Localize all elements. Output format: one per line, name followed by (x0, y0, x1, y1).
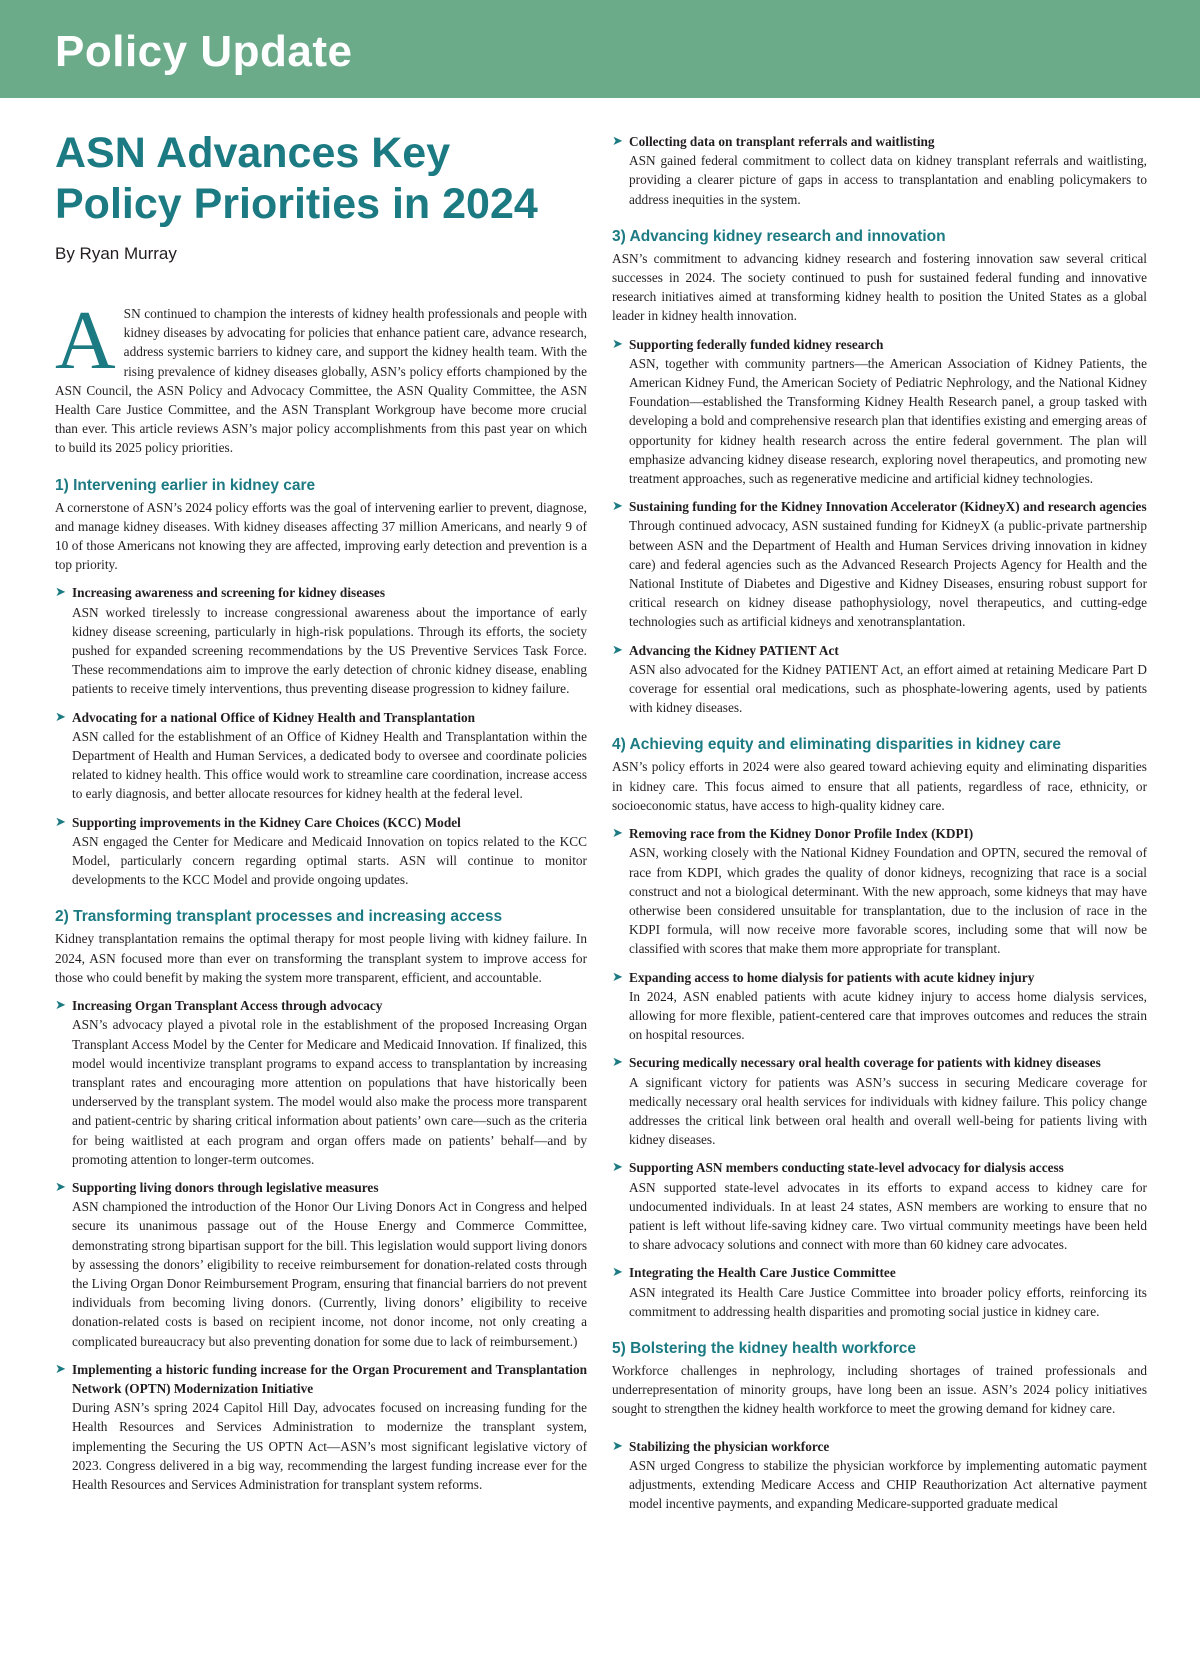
policy-item (55, 708, 587, 804)
drop-cap: A (55, 294, 116, 387)
policy-item (612, 1053, 1147, 1149)
policy-item-body: ASN championed the introduction of the Honor Our Living Donors Act in Congress and helped secure its unanimous passage out of the House Energy and Commerce Committee, demonstrating strong bipartisan support for the bill. This legislation would support living donors by assessing the donors’ eligibility to receive reimbursement for donation-related costs through the Living Organ Donor Reimbursement Program, ensuring that financial barriers do not prevent individuals from becoming living donors. (Currently, living donors’ eligibility to receive donation-related costs is based on recipient income, not donor income, not only creating a complicated bureaucracy but also preventing donation for some due to lack of reimbursement.) (72, 1199, 587, 1349)
arrow-bullet-icon: ➤ (612, 1055, 623, 1071)
policy-item (55, 1178, 587, 1351)
section-lead: A cornerstone of ASN’s 2024 policy efforts was the goal of intervening earlier to prevent, diagnose, and manage kidney diseases. With kidney diseases affecting 37 million Americans, and nearly 9 of 10 of those Americans not knowing they are affected, improving early detection and prevention is a top priority. (55, 499, 587, 573)
section-heading: 5) Bolstering the kidney health workforce (612, 1339, 917, 1357)
arrow-bullet-icon: ➤ (612, 1438, 623, 1454)
policy-item (55, 583, 587, 698)
banner-title: Policy Update (55, 27, 353, 76)
arrow-bullet-icon: ➤ (55, 1179, 66, 1195)
article-title (55, 128, 587, 230)
policy-item (612, 1263, 1147, 1321)
arrow-bullet-icon: ➤ (612, 499, 623, 515)
policy-item (612, 132, 1147, 209)
policy-item-title: ➤ Integrating the Health Care Justice Committee (612, 1263, 1147, 1282)
arrow-bullet-icon: ➤ (612, 1160, 623, 1176)
arrow-bullet-icon: ➤ (612, 336, 623, 352)
left-column (55, 128, 587, 1494)
intro-paragraph (55, 294, 587, 458)
byline: By Ryan Murray (55, 244, 177, 263)
policy-item-title: ➤ Increasing Organ Transplant Access through advocacy (55, 996, 587, 1015)
arrow-bullet-icon: ➤ (612, 134, 623, 149)
arrow-bullet-icon: ➤ (612, 1265, 623, 1281)
policy-item (612, 824, 1147, 958)
policy-item-title: ➤ Removing race from the Kidney Donor Profile Index (KDPI) (612, 824, 1147, 843)
policy-item (612, 641, 1147, 718)
page-banner (0, 0, 1200, 98)
arrow-bullet-icon: ➤ (55, 998, 66, 1014)
section-lead: Kidney transplantation remains the optimal therapy for most people living with kidney failure. In 2024, ASN focused more than ever on transforming the transplant system to improve access for those who could benefit by making the system more transparent, efficient, and accountable. (55, 931, 587, 985)
policy-item (55, 1360, 587, 1494)
policy-item-body: ASN supported state-level advocates in its efforts to expand access to kidney care for undocumented individuals. In at least 24 states, ASN members are working to ensure that no patient is left without life-saving kidney care. Two virtual community meetings have been held to share advocacy solutions and connect with more than 60 kidney care advocates. (629, 1179, 1147, 1253)
section-heading: 3) Advancing kidney research and innovation (612, 227, 946, 245)
policy-item-title: ➤ Supporting living donors through legislative measures (55, 1178, 587, 1197)
arrow-bullet-icon: ➤ (612, 826, 623, 842)
policy-item-title: ➤ Supporting federally funded kidney research (612, 335, 1147, 354)
policy-item-body: ASN’s advocacy played a pivotal role in the establishment of the proposed Increasing Organ Transplant Access Model by the Center for Medicare and Medicaid Innovation. If finalized, this model would incentivize transplant programs to expand access to transplantation by increasing transplant rates and encouraging more attention on populations that have historically been underserved by the transplant system. The model would also make the process more transparent and patient-centric by sharing critical information about patients’ own care—such as the criteria for being waitlisted at each program and organ offers made on patients’ behalf—and by promoting attention to longer-term outcomes. (72, 1017, 587, 1167)
policy-item-body: ASN also advocated for the Kidney PATIENT Act, an effort aimed at retaining Medicare Part D coverage for essential oral medications, such as phosphate-lowering agents, used by patients with kidney diseases. (629, 661, 1147, 716)
section-lead: ASN’s commitment to advancing kidney research and fostering innovation saw several critical successes in 2024. The society continued to push for sustained federal funding and innovative research initiatives aimed at transforming kidney health to position the United States as a global leader in kidney health innovation. (612, 250, 1147, 324)
policy-item-body: ASN called for the establishment of an Office of Kidney Health and Transplantation within the Department of Health and Human Services, a dedicated body to oversee and coordinate policies related to kidney health. This office would work to streamline care coordination, increase access to early diagnosis, and better allocate resources for kidney health at the federal level. (72, 728, 587, 802)
policy-item-title: ➤ Securing medically necessary oral health coverage for patients with kidney diseases (612, 1053, 1147, 1072)
policy-item-body: In 2024, ASN enabled patients with acute kidney injury to access home dialysis services, allowing for more flexible, patient-centered care that improves outcomes and reduces the strain on hospital resources. (629, 988, 1147, 1043)
policy-item-body: ASN worked tirelessly to increase congressional awareness about the importance of early kidney disease screening, particularly in high-risk populations. Through its efforts, the society pushed for expanded screening recommendations by the US Preventive Services Task Force. These recommendations aim to improve the early detection of chronic kidney disease, enabling patients to receive timely interventions, thus preventing disease progression to kidney failure. (72, 604, 587, 697)
policy-item-body: ASN, working closely with the National Kidney Foundation and OPTN, secured the removal of race from KDPI, which grades the quality of donor kidneys, recognizing that race is a social construct and not a biological determinant. With the new approach, some kidneys that may have otherwise been considered unsuitable for transplantation, due to the inclusion of race in the KDPI formula, will now receive more favorable scores, including some that will now be classified with scores that make them more appropriate for transplant. (629, 845, 1147, 957)
policy-item-body: ASN urged Congress to stabilize the physician workforce by implementing automatic payment adjustments, extending Medicare Access and CHIP Reauthorization Act alternative payment model incentive payments, and expanding Medicare-supported graduate medical (629, 1457, 1147, 1512)
arrow-bullet-icon: ➤ (55, 1361, 66, 1377)
policy-item (55, 996, 587, 1169)
policy-item-title: ➤ Advancing the Kidney PATIENT Act (612, 641, 1147, 660)
section-heading: 1) Intervening earlier in kidney care (55, 476, 316, 494)
policy-item-title: ➤ Supporting ASN members conducting state-level advocacy for dialysis access (612, 1158, 1147, 1177)
policy-item-body: Through continued advocacy, ASN sustained funding for KidneyX (a public-private partnership between ASN and the Department of Health and Human Services driving innovation in kidney care) and federal agencies such as the Advanced Research Projects Agency for Health and the National Institute of Diabetes and Digestive and Kidney Diseases, ensuring robust support for critical research on kidney disease pathophysiology, novel therapeutics, and cutting-edge technologies such as artificial kidneys and xenotransplantation. (629, 518, 1147, 630)
policy-item-title: ➤ Advocating for a national Office of Kidney Health and Transplantation (55, 708, 587, 727)
policy-item-title: ➤ Supporting improvements in the Kidney Care Choices (KCC) Model (55, 813, 587, 832)
policy-item-title: ➤ Implementing a historic funding increase for the Organ Procurement and Transplantation Network (OPTN) Modernization Initiative (55, 1361, 587, 1396)
policy-item (612, 968, 1147, 1045)
policy-item (55, 813, 587, 890)
policy-item-body: A significant victory for patients was ASN’s success in securing Medicare coverage for medically necessary oral health services for individuals with kidney failure. This policy change addresses the critical link between oral health and overall well-being for patients living with kidney diseases. (629, 1074, 1147, 1148)
arrow-bullet-icon: ➤ (55, 814, 66, 830)
policy-item (612, 335, 1147, 489)
policy-item (612, 497, 1147, 631)
article-title-line-1: ASN Advances Key (55, 129, 451, 177)
section-heading: 2) Transforming transplant processes and increasing access (55, 908, 503, 926)
policy-item-body: ASN gained federal commitment to collect data on kidney transplant referrals and waitlisting, providing a clearer picture of gaps in access to transplantation and enabling policymakers to address inequities in the system. (629, 153, 1147, 207)
intro-text: SN continued to champion the interests of kidney health professionals and people with kidney diseases by advocating for policies that enhance patient care, advance research, address systemic barriers to kidney care, and support the kidney health team. With the rising prevalence of kidney diseases globally, ASN’s policy efforts championed by the ASN Council, the ASN Policy and Advocacy Committee, the ASN Quality Committee, the ASN Health Care Justice Committee, and the ASN Transplant Workgroup have become more crucial than ever. This article reviews ASN’s major policy accomplishments from this past year on which to build its 2025 policy priorities. (55, 306, 587, 456)
policy-item-body: ASN engaged the Center for Medicare and Medicaid Innovation on topics related to the KCC Model, particularly concern regarding optimal starts. ASN will continue to monitor developments to the KCC Model and provide ongoing updates. (72, 833, 587, 888)
arrow-bullet-icon: ➤ (55, 709, 66, 725)
policy-item-title: ➤ Stabilizing the physician workforce (612, 1437, 1147, 1456)
right-column (612, 132, 1147, 1513)
policy-item-title: ➤ Expanding access to home dialysis for patients with acute kidney injury (612, 968, 1147, 987)
policy-item-title: ➤ Sustaining funding for the Kidney Innovation Accelerator (KidneyX) and research agencies (612, 497, 1147, 516)
arrow-bullet-icon: ➤ (612, 642, 623, 658)
policy-item-body: ASN, together with community partners—the American Association of Kidney Patients, the American Kidney Fund, the American Society of Pediatric Nephrology, and the National Kidney Foundation—established the Transforming Kidney Health Research panel, a group tasked with developing a bold and comprehensive research plan that identifies existing and emerging areas of opportunity for kidney health research across the entire federal government. The plan will emphasize advancing kidney disease research, exploring novel therapeutics, and promoting new treatment approaches, such as regenerative medicine and artificial kidney technologies. (629, 355, 1147, 487)
policy-item (612, 1158, 1147, 1254)
arrow-bullet-icon: ➤ (612, 969, 623, 985)
policy-item-body: ASN integrated its Health Care Justice Committee into broader policy efforts, reinforcing its commitment to addressing health disparities and promoting social justice in kidney care. (629, 1284, 1147, 1319)
policy-item-body: During ASN’s spring 2024 Capitol Hill Day, advocates focused on increasing funding for the Health Resources and Services Administration to modernize the transplant system, implementing the Securing the US OPTN Act—ASN’s most significant legislative victory of 2023. Congress delivered in a big way, recommending the largest funding increase ever for the Health Resources and Services Administration for transplant system reforms. (72, 1400, 587, 1492)
article-title-line-2: Policy Priorities in 2024 (55, 180, 538, 228)
section-heading: 4) Achieving equity and eliminating disparities in kidney care (612, 736, 1062, 754)
policy-item (612, 1437, 1147, 1514)
policy-item-title: ➤ Increasing awareness and screening for kidney diseases (55, 583, 587, 602)
arrow-bullet-icon: ➤ (55, 585, 66, 601)
section-lead: ASN’s policy efforts in 2024 were also geared toward achieving equity and eliminating disparities in kidney care. This focus aimed to ensure that all patients, regardless of race, ethnicity, or socioeconomic status, have access to high-quality kidney care. (612, 759, 1147, 813)
policy-item-title: ➤ Collecting data on transplant referrals and waitlisting (612, 132, 1147, 151)
section-lead: Workforce challenges in nephrology, including shortages of trained professionals and underrepresentation of minority groups, have long been an issue. ASN’s 2024 policy initiatives sought to strengthen the kidney health workforce to meet the growing demand for kidney care. (612, 1362, 1147, 1417)
